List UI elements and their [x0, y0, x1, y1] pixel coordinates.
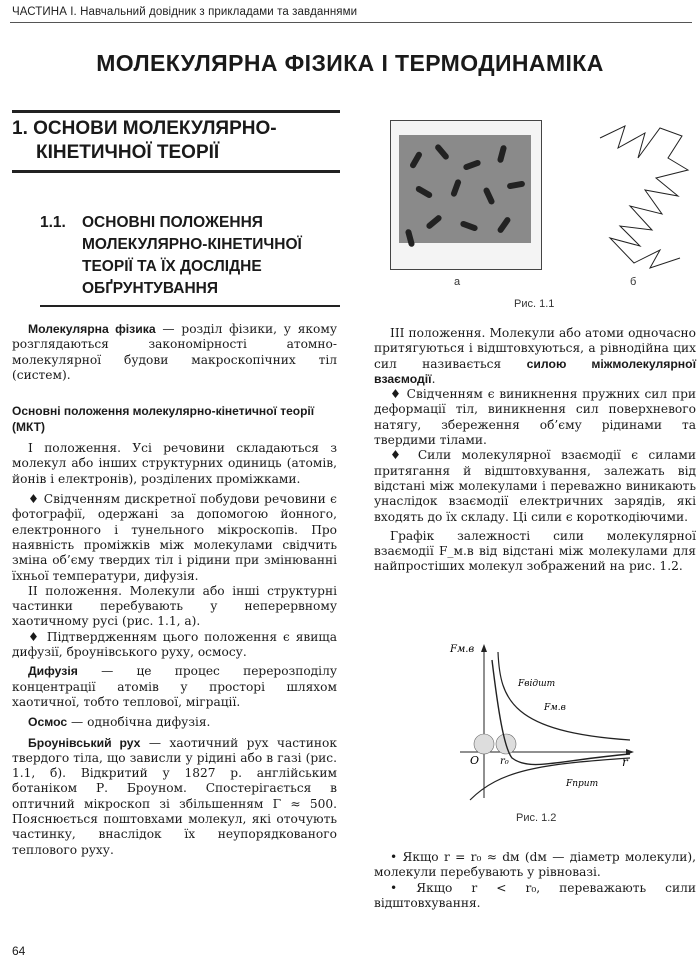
- subsection-line2: МОЛЕКУЛЯРНО-КІНЕТИЧНОЇ: [82, 236, 302, 253]
- page-number: 64: [12, 944, 26, 958]
- bullet-equilibrium: • Якщо r = r₀ ≈ dм (dм — діаметр молекули), молекули перебувають у рівновазі.: [374, 850, 696, 880]
- position-1: І положення. Усі речовини складаються з молекул або інших структурних одиниць (атомів, йонів і електронів), розділених проміжками.: [12, 441, 337, 486]
- figure-1-1-b-brownian-path: [590, 118, 695, 273]
- main-title: МОЛЕКУЛЯРНА ФІЗИКА І ТЕРМОДИНАМІКА: [96, 50, 604, 76]
- subsection-rule: [40, 305, 340, 307]
- figure-1-2-caption: Рис. 1.2: [516, 812, 557, 824]
- figure-1-1-label-b: б: [630, 276, 637, 288]
- left-column: [12, 322, 337, 858]
- figure-1-1: [390, 118, 695, 298]
- position-3-proof: ♦ Свідченням є виникнення пружних сил при деформації тіл, виникнення сил поверхневого натягу, збереження об’єму рідинами та твердими тілами.: [374, 387, 696, 448]
- figure-1-1-label-a: а: [454, 276, 461, 288]
- subsection-title: [40, 212, 302, 300]
- subsection-line1: ОСНОВНІ ПОЛОЖЕННЯ: [82, 214, 263, 231]
- x-axis-label: r: [622, 755, 628, 769]
- net-force-label: Fм.в: [544, 703, 566, 713]
- figure-1-2-graph: [440, 640, 640, 805]
- brownian-trajectory: [600, 126, 688, 268]
- running-head: ЧАСТИНА І. Навчальний довідник з прикладами та завданнями: [12, 6, 358, 18]
- section-rule-top: [12, 110, 340, 113]
- r0-label: r₀: [500, 756, 509, 767]
- right-column: [374, 326, 696, 575]
- forces-paragraph: ♦ Сили молекулярної взаємодії є силами притягання й відштовхування, залежать від відстані між молекулами і переважно виникають унаслідок взаємодії електричних зарядів, які входять до їх складу. Ці сили є короткодіючими.: [374, 448, 696, 524]
- header-rule: [10, 22, 692, 23]
- figure-1-1-a-container: [390, 120, 542, 270]
- subsection-line3: ТЕОРІЇ ТА ЇХ ДОСЛІДНЕ: [82, 258, 262, 275]
- attraction-curve: [470, 758, 630, 800]
- section-title-line2: КІНЕТИЧНОЇ ТЕОРІЇ: [36, 142, 220, 163]
- position-2: ІІ положення. Молекули або інші структурні частинки перебувають у неперервному хаотичному русі (рис. 1.1, а).: [12, 583, 337, 629]
- molecule-circle-left: [474, 734, 494, 754]
- y-axis-label: Fм.в: [450, 644, 475, 655]
- diffusion-definition: Дифузія — це процес перерозподілу концентрації атомів у просторі шляхом хаотичної, тобто теплової, міграції.: [12, 664, 337, 709]
- y-axis-arrow: [481, 644, 487, 652]
- origin-label: O: [470, 754, 480, 767]
- mkt-heading: Основні положення молекулярно-кінетичної теорії (МКТ): [12, 404, 315, 435]
- section-title-line1: 1. ОСНОВИ МОЛЕКУЛЯРНО-: [12, 118, 277, 139]
- section-title: [12, 117, 277, 165]
- repulsion-curve: [498, 652, 630, 740]
- attraction-label: Fприт: [566, 779, 599, 789]
- section-rule-bottom: [12, 170, 340, 173]
- subsection-number: 1.1.: [40, 214, 66, 231]
- repulsion-label: Fвідшт: [518, 679, 556, 689]
- subsection-line4: ОБҐРУНТУВАННЯ: [82, 280, 218, 297]
- position-2-proof: ♦ Підтвердженням цього положення є явища дифузії, броунівського руху, осмосу.: [12, 629, 337, 660]
- position-3: ІІІ положення. Молекули або атоми одночасно притягуються і відштовхуються, а рівнодійна цих сил називається силою міжмолекулярної взаємодії.: [374, 326, 696, 386]
- position-1-proof: ♦ Свідченням дискретної побудови речовини є фотографії, одержані за допомогою йонного, електронного і тунельного мікроскопів. Про наявність проміжків між молекулами свідчить зміна об’єму твердих тіл і рідини при змінюванні їхньої температури, дифузія.: [12, 492, 337, 583]
- paragraph-molecular-physics: Молекулярна фізика — розділ фізики, у якому розглядаються закономірності атомно-молекулярної будови макроскопічних тіл (систем).: [12, 322, 338, 382]
- bullet-repulsion: • Якщо r < r₀, переважають сили відштовхування.: [374, 880, 696, 910]
- graph-paragraph: Графік залежності сили молекулярної взаємодії F_м.в від відстані між молекулами для найпростіших молекул зображений на рис. 1.2.: [374, 528, 696, 574]
- brownian-definition: Броунівський рух — хаотичний рух частинок твердого тіла, що зависли у рідині або в газі (рис. 1.1, б). Відкритий у 1827 р. англійським ботаніком Р. Броуном. Спостерігається в оптичний мікроскоп зі збільшенням Γ ≈ 500. Пояснюється поштовхами молекул, які оточують частинку, внаслідок їх неупорядкованого теплового руху.: [12, 735, 337, 857]
- figure-1-1-caption: Рис. 1.1: [514, 298, 555, 310]
- right-column-bullets: [374, 850, 696, 911]
- osmosis-definition: Осмос — однобічна дифузія.: [28, 715, 211, 730]
